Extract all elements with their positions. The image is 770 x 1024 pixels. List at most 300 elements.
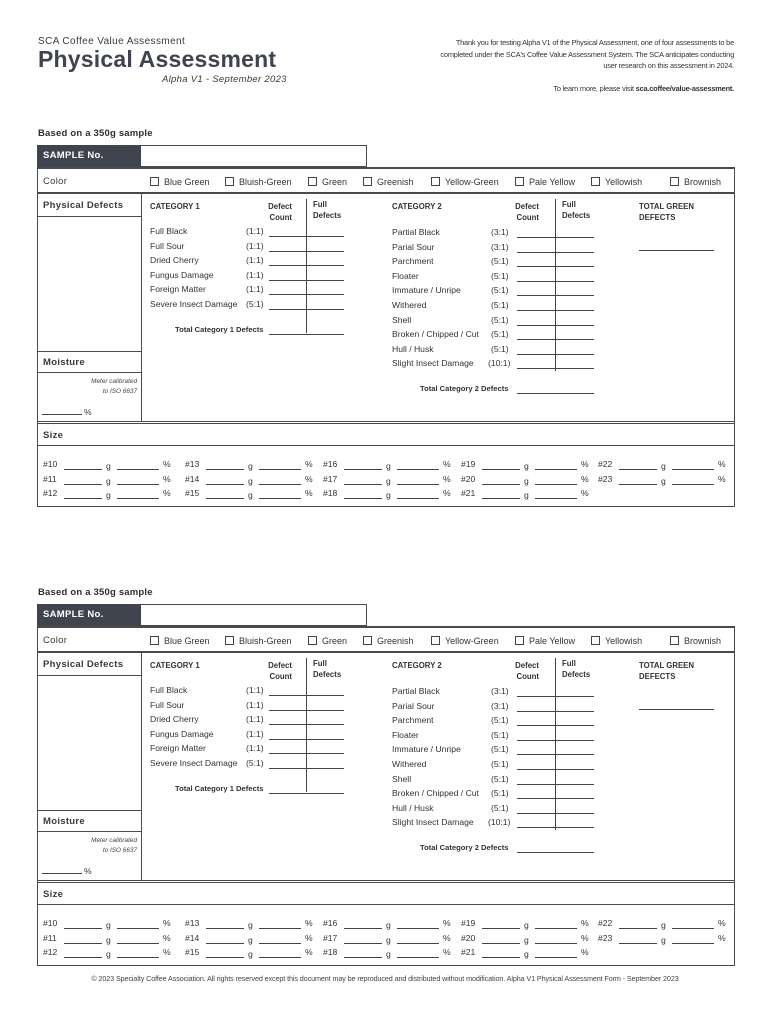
category-2-full-field[interactable] [556,696,594,697]
size-percent-field[interactable] [117,928,159,929]
category-2-full-field[interactable] [556,354,594,355]
category-2-count-field[interactable] [517,784,555,785]
checkbox-icon[interactable] [150,177,159,186]
category-2-count-field[interactable] [517,740,555,741]
size-entry [598,918,612,928]
assessment-form-1 [37,145,735,508]
category-2-count-field[interactable] [517,354,555,355]
color-option-blue-green[interactable] [150,177,210,187]
checkbox-icon[interactable] [670,636,679,645]
category-2-full-field[interactable] [556,310,594,311]
size-percent-field[interactable] [397,928,439,929]
size-percent-field[interactable] [397,469,439,470]
color-option-label: Greenish [377,636,414,646]
category-1-defect-name: Foreign Matter [150,284,206,295]
size-percent-field[interactable] [672,928,714,929]
category-1-full-field[interactable] [307,768,344,769]
category-2-full-field[interactable] [556,325,594,326]
category-2-count-field[interactable] [517,325,555,326]
category-1-count-field[interactable] [269,724,306,725]
size-gram-field[interactable] [482,928,520,929]
size-entry [185,933,199,943]
size-rule [37,880,735,881]
moisture-field[interactable] [42,414,82,415]
learn-more-prefix: To learn more, please visit [553,84,636,93]
size-label: Size [43,889,64,900]
size-gram-field[interactable] [206,484,244,485]
intro-text: Thank you for testing Alpha V1 of the Physical Assessment, one of four assessments to be completed under the SCA's Coffee Value Assessment System. The SCA anticipates conducting user research on this assessment in 2024. [440,38,734,70]
category-2-full-field[interactable] [556,754,594,755]
version-subtitle: Alpha V1 - September 2023 [162,74,287,85]
size-percent-field[interactable] [535,469,577,470]
category-2-count-field[interactable] [517,266,555,267]
category-2-full-field[interactable] [556,339,594,340]
total-category-2-field[interactable] [517,393,594,394]
size-screen-label: #21 [461,488,476,498]
category-2-defect-name: Parchment [392,715,434,726]
size-gram-field[interactable] [206,469,244,470]
category-2-count-field[interactable] [517,252,555,253]
category-1-full-field[interactable] [307,265,344,266]
size-entry [43,933,57,943]
sample-number-field[interactable] [141,604,367,626]
size-percent-unit: % [163,918,171,928]
category-2-defect-ratio: (5:1) [491,343,509,354]
size-percent-unit: % [443,947,451,957]
size-label: Size [43,430,64,441]
defect-count-header-line2: Count [516,213,539,222]
color-option-greenish[interactable] [363,177,414,187]
total-green-defects-header [639,660,694,682]
learn-more-link[interactable]: sca.coffee/value-assessment. [635,84,734,93]
size-gram-field[interactable] [64,957,102,958]
size-percent-unit: % [581,473,589,484]
size-gram-field[interactable] [619,943,657,944]
total-category-2-field[interactable] [517,852,594,853]
right-border [734,167,735,507]
size-percent-field[interactable] [117,469,159,470]
category-1-full-field[interactable] [307,710,344,711]
color-option-yellow-green[interactable] [431,177,499,187]
category-2-full-field[interactable] [556,252,594,253]
checkbox-icon[interactable] [431,636,440,645]
checkbox-icon[interactable] [363,177,372,186]
size-percent-unit: % [581,947,589,957]
category-1-defect-name: Fungus Damage [150,728,214,739]
category-2-count-field[interactable] [517,827,555,828]
full-defects-header-line1: Full [313,659,327,668]
checkbox-icon[interactable] [308,636,317,645]
size-gram-unit: g [248,475,253,486]
category-1-full-field[interactable] [307,724,344,725]
size-percent-field[interactable] [259,928,301,929]
size-percent-field[interactable] [397,957,439,958]
category-1-full-field[interactable] [307,251,344,252]
size-percent-field[interactable] [117,957,159,958]
size-rule [37,421,735,422]
defects-label-rule [37,675,141,676]
checkbox-icon[interactable] [515,177,524,186]
size-percent-field[interactable] [397,484,439,485]
size-label-rule [37,445,735,446]
category-1-defect-ratio: (1:1) [246,240,264,251]
category-2-full-field[interactable] [556,295,594,296]
color-option-green[interactable] [308,177,347,187]
full-defects-header-line1: Full [313,200,327,209]
size-gram-field[interactable] [64,928,102,929]
size-gram-field[interactable] [64,498,102,499]
defect-count-header-1 [260,201,292,223]
checkbox-icon[interactable] [150,636,159,645]
size-percent-field[interactable] [259,957,301,958]
checkbox-icon[interactable] [431,177,440,186]
size-percent-field[interactable] [672,469,714,470]
category-1-full-field[interactable] [307,739,344,740]
category-1-defect-name: Full Sour [150,240,185,251]
size-percent-field[interactable] [117,943,159,944]
size-gram-unit: g [248,490,253,500]
category-2-defect-ratio: (5:1) [491,300,509,310]
category-2-defect-ratio: (5:1) [491,759,509,769]
category-1-count-field[interactable] [269,695,306,696]
size-gram-unit: g [661,475,666,486]
meter-note-line1: Meter calibrated [91,837,137,844]
color-option-label: Bluish-Green [239,177,292,187]
size-gram-unit: g [106,490,111,500]
category-1-count-field[interactable] [269,236,306,237]
checkbox-icon[interactable] [515,636,524,645]
category-1-count-field[interactable] [269,753,306,754]
size-percent-field[interactable] [535,498,577,499]
category-2-count-field[interactable] [517,368,555,369]
size-gram-field[interactable] [619,469,657,470]
size-gram-unit: g [248,920,253,930]
size-gram-field[interactable] [206,957,244,958]
color-option-pale-yellow[interactable] [515,177,575,187]
category-2-defect-name: Shell [392,314,412,325]
category-1-full-field[interactable] [307,294,344,295]
category-2-defect-name: Immature / Unripe [392,285,461,296]
size-screen-label: #11 [43,932,57,943]
checkbox-icon[interactable] [363,636,372,645]
category-2-full-field[interactable] [556,725,594,726]
category-1-count-field[interactable] [269,710,306,711]
category-2-full-field[interactable] [556,798,594,799]
size-entry [323,918,337,928]
category-2-defect-name: Floater [392,729,419,740]
size-screen-label: #23 [598,473,613,484]
category-2-defect-ratio: (3:1) [491,686,509,696]
category-2-defect-ratio: (5:1) [491,256,509,267]
category-2-full-field[interactable] [556,784,594,785]
size-label-rule [37,904,735,905]
total-category-1-label: Total Category 1 Defects [175,784,264,793]
category-2-count-field[interactable] [517,813,555,814]
category-1-defect-name: Severe Insect Damage [150,758,238,768]
size-gram-field[interactable] [482,484,520,485]
bottom-rule [37,965,735,966]
size-gram-unit: g [386,461,391,471]
category-2-full-field[interactable] [556,711,594,712]
size-gram-unit: g [386,490,391,500]
checkbox-icon[interactable] [591,177,600,186]
color-option-yellowish[interactable] [591,177,642,187]
size-percent-field[interactable] [397,498,439,499]
total-green-defects-field[interactable] [639,709,714,710]
full-defects-header-line1: Full [562,200,576,209]
color-option-brownish[interactable] [670,177,721,187]
category-1-defect-name: Full Black [150,685,188,695]
defects-label-rule [37,216,141,217]
color-option-label: Blue Green [164,177,210,187]
size-entry [461,474,475,484]
category-1-defect-name: Dried Cherry [150,255,199,266]
moisture-rule [37,351,141,352]
category-1-count-field[interactable] [269,294,306,295]
category-1-count-field[interactable] [269,265,306,266]
moisture-field[interactable] [42,873,82,874]
category-2-count-field[interactable] [517,725,555,726]
total-category-1-field[interactable] [269,793,344,794]
size-percent-field[interactable] [535,943,577,944]
defect-count-header-1 [260,660,292,682]
color-label: Color [43,176,68,187]
color-option-bluish-green[interactable] [225,177,292,187]
category-2-defect-ratio: (10:1) [488,358,511,369]
sample-number-field[interactable] [141,145,367,167]
label-column-rule [141,193,142,421]
category-1-defect-name: Dried Cherry [150,714,199,725]
size-entry [323,488,337,498]
size-entry [598,459,612,469]
moisture-percent: % [84,407,92,417]
checkbox-icon[interactable] [225,636,234,645]
size-percent-field[interactable] [259,498,301,499]
category-1-defect-ratio: (1:1) [246,728,264,739]
full-defects-header-1 [313,658,341,680]
size-rule-2 [37,882,735,883]
category-2-full-field[interactable] [556,281,594,282]
size-entry [323,459,337,469]
category-2-defect-ratio: (3:1) [491,700,509,711]
category-1-full-field[interactable] [307,753,344,754]
category-2-count-field[interactable] [517,281,555,282]
meter-note [47,836,137,855]
checkbox-icon[interactable] [225,177,234,186]
size-gram-field[interactable] [344,957,382,958]
checkbox-icon[interactable] [308,177,317,186]
size-gram-field[interactable] [206,943,244,944]
category-1-title: CATEGORY 1 [150,202,200,211]
color-option-label: Brownish [684,636,722,646]
color-option-label: Bluish-Green [239,636,292,646]
full-defects-header-line2: Defects [313,670,342,679]
size-percent-unit: % [163,488,171,498]
full-defects-header-line1: Full [562,659,576,668]
size-screen-label: #10 [43,918,58,928]
size-percent-unit: % [163,459,171,469]
full-defects-header-2 [562,658,590,680]
total-green-defects-line1: TOTAL GREEN [639,661,695,670]
size-entry [461,459,475,469]
total-green-defects-field[interactable] [639,250,714,251]
color-option-pale-yellow[interactable] [515,636,575,646]
category-2-count-field[interactable] [517,769,555,770]
category-2-full-field[interactable] [556,237,594,238]
category-2-defect-ratio: (3:1) [491,227,509,237]
size-percent-field[interactable] [117,484,159,485]
category-2-count-field[interactable] [517,237,555,238]
size-screen-label: #21 [461,947,476,957]
size-entry [461,488,475,498]
size-percent-field[interactable] [259,484,301,485]
size-percent-unit: % [581,488,589,498]
color-option-brownish[interactable] [670,636,721,646]
color-option-label: Blue Green [164,636,210,646]
size-screen-label: #11 [43,473,57,484]
color-option-yellow-green[interactable] [431,636,499,646]
size-percent-unit: % [718,918,726,928]
category-2-full-field[interactable] [556,813,594,814]
category-2-defect-ratio: (5:1) [491,773,509,784]
footer-copyright: © 2023 Specialty Coffee Association. All rights reserved except this document may be reproduced and distributed without modification. Alpha V1 Physical Assessment Form - September 2023 [91,974,679,983]
size-gram-field[interactable] [482,498,520,499]
size-percent-unit: % [443,473,451,484]
size-percent-field[interactable] [117,498,159,499]
size-gram-field[interactable] [619,928,657,929]
category-2-defect-ratio: (5:1) [491,314,509,325]
category-1-count-field[interactable] [269,309,306,310]
size-gram-unit: g [106,475,111,486]
size-gram-field[interactable] [482,943,520,944]
size-gram-field[interactable] [482,957,520,958]
category-1-defect-ratio: (1:1) [246,284,264,295]
size-gram-field[interactable] [64,469,102,470]
size-percent-unit: % [718,473,726,484]
color-option-label: Brownish [684,177,722,187]
category-2-count-field[interactable] [517,711,555,712]
size-percent-field[interactable] [397,943,439,944]
size-percent-field[interactable] [672,943,714,944]
category-1-count-field[interactable] [269,251,306,252]
meter-note-line1: Meter calibrated [91,378,137,385]
size-gram-field[interactable] [64,484,102,485]
color-option-blue-green[interactable] [150,636,210,646]
size-percent-field[interactable] [672,484,714,485]
size-percent-unit: % [443,488,451,498]
category-1-count-field[interactable] [269,768,306,769]
total-green-defects-header [639,201,694,223]
checkbox-icon[interactable] [670,177,679,186]
size-percent-unit: % [581,918,589,928]
category-2-count-field[interactable] [517,798,555,799]
size-gram-field[interactable] [206,928,244,929]
category-2-defect-ratio: (5:1) [491,788,509,799]
category-2-full-field[interactable] [556,266,594,267]
color-option-greenish[interactable] [363,636,414,646]
size-gram-unit: g [106,920,111,930]
category-2-full-field[interactable] [556,827,594,828]
meter-note-line2: to ISO 6637 [102,846,137,854]
category-2-defect-name: Immature / Unripe [392,744,461,755]
size-gram-unit: g [248,934,253,945]
color-option-yellowish[interactable] [591,636,642,646]
category-1-full-field[interactable] [307,695,344,696]
color-option-label: Pale Yellow [529,177,576,187]
moisture-label: Moisture [43,357,85,368]
category-2-count-field[interactable] [517,754,555,755]
size-gram-field[interactable] [344,498,382,499]
size-percent-field[interactable] [535,928,577,929]
size-entry [185,947,199,957]
category-2-full-field[interactable] [556,740,594,741]
size-percent-unit: % [163,932,171,943]
top-rule [37,626,735,628]
category-2-count-field[interactable] [517,295,555,296]
color-option-green[interactable] [308,636,347,646]
moisture-percent: % [84,866,92,876]
color-option-label: Yellowish [605,636,643,646]
category-1-count-field[interactable] [269,280,306,281]
size-entry [43,947,57,957]
size-gram-field[interactable] [344,469,382,470]
size-percent-unit: % [163,947,171,957]
color-option-label: Green [322,636,348,646]
moisture-label-rule [37,831,141,832]
size-percent-field[interactable] [259,469,301,470]
moisture-label: Moisture [43,816,85,827]
size-gram-field[interactable] [619,484,657,485]
size-screen-label: #13 [185,918,200,928]
size-gram-field[interactable] [64,943,102,944]
size-gram-unit: g [248,461,253,471]
category-2-count-field[interactable] [517,696,555,697]
size-entry [43,459,57,469]
size-entry [323,474,337,484]
size-percent-field[interactable] [535,484,577,485]
size-gram-field[interactable] [344,484,382,485]
size-gram-field[interactable] [206,498,244,499]
category-2-count-field[interactable] [517,339,555,340]
size-gram-unit: g [386,934,391,945]
category-1-count-field[interactable] [269,739,306,740]
size-percent-field[interactable] [259,943,301,944]
color-option-label: Greenish [377,177,414,187]
category-1-full-field[interactable] [307,309,344,310]
full-defects-header-1 [313,199,341,221]
size-percent-field[interactable] [535,957,577,958]
size-screen-label: #15 [185,488,200,498]
size-gram-field[interactable] [344,943,382,944]
color-option-bluish-green[interactable] [225,636,292,646]
total-green-defects-line2: DEFECTS [639,213,676,222]
size-gram-field[interactable] [344,928,382,929]
category-2-full-field[interactable] [556,368,594,369]
category-1-full-field[interactable] [307,236,344,237]
category-1-full-field[interactable] [307,280,344,281]
category-2-full-field[interactable] [556,769,594,770]
full-defects-header-2 [562,199,590,221]
category-2-defect-name: Parchment [392,256,434,267]
checkbox-icon[interactable] [591,636,600,645]
defect-count-header-line2: Count [269,672,292,681]
size-gram-field[interactable] [482,469,520,470]
size-gram-unit: g [386,920,391,930]
total-category-1-field[interactable] [269,334,344,335]
total-green-defects-line1: TOTAL GREEN [639,202,695,211]
color-option-label: Yellow-Green [445,636,499,646]
category-2-count-field[interactable] [517,310,555,311]
